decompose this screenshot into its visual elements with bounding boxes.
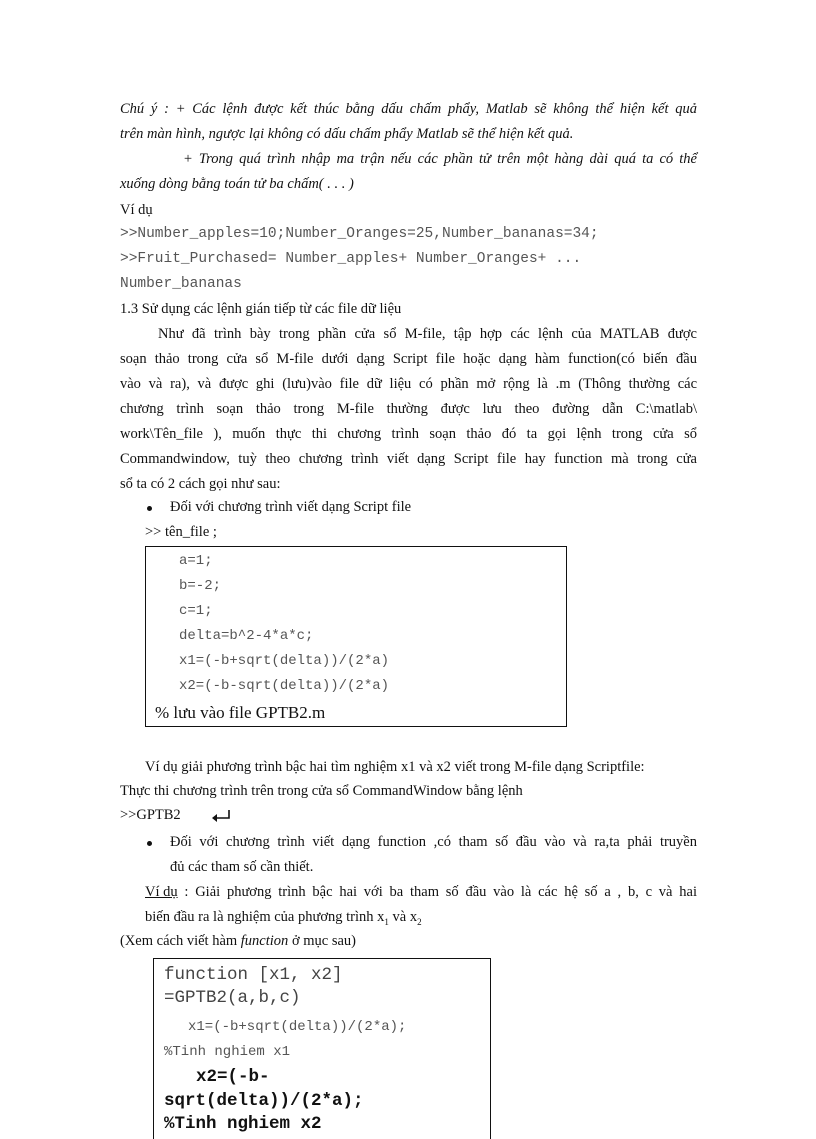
note-line-2: trên màn hình, ngược lại không có dấu chấm phẩy Matlab sẽ thể hiện kết quả.	[120, 126, 574, 142]
box2-line-6: sqrt(delta))/(2*a);	[164, 1091, 364, 1111]
see-post: ở mục sau)	[288, 933, 356, 949]
bullet-2-line-1: Đối với chương trình viết dạng function ,có tham số đầu vào và ra,ta phải truyền	[170, 834, 697, 850]
example2-line-1	[145, 884, 697, 901]
box2-line-2: =GPTB2(a,b,c)	[164, 988, 301, 1008]
box1-line-6: x2=(-b-sqrt(delta))/(2*a)	[179, 678, 390, 694]
box2-line-3: x1=(-b+sqrt(delta))/(2*a);	[188, 1019, 407, 1035]
section-para-line-7: sổ ta có 2 cách gọi như sau:	[120, 476, 281, 492]
see-pre: (Xem cách viết hàm	[120, 933, 241, 949]
bullet-1-text: Đối với chương trình viết dạng Script file	[170, 499, 412, 515]
example-label: Ví dụ	[120, 202, 153, 218]
example2-text-1: : Giải phương trình bậc hai với ba tham số đầu vào là các hệ số a , b, c và hai	[177, 884, 697, 900]
see-note	[120, 933, 356, 950]
box1-line-4: delta=b^2-4*a*c;	[179, 628, 314, 644]
section-para-line-6: Commandwindow, tuỳ theo chương trình viết dạng Script file hay function mà trong cửa	[120, 451, 697, 467]
section-para-line-1: Như đã trình bày trong phần cửa sổ M-file, tập hợp các lệnh của MATLAB được	[158, 326, 697, 342]
bullet-2-line-2: đủ các tham số cần thiết.	[170, 859, 314, 875]
note-line-3: + Trong quá trình nhập ma trận nếu các phần tử trên một hàng dài quá ta có thể	[183, 151, 697, 167]
x1-subscript: 1	[384, 916, 389, 927]
see-function-word: function	[240, 933, 289, 949]
code-box-script	[145, 546, 567, 727]
x2-subscript: 2	[417, 916, 422, 927]
section-title: 1.3 Sử dụng các lệnh gián tiếp từ các file dữ liệu	[120, 301, 402, 317]
code-box-function	[153, 958, 491, 1139]
example2-label: Ví dụ	[145, 884, 178, 900]
command-tenfile: >> tên_file ;	[145, 524, 217, 540]
bullet-dot-1	[147, 506, 152, 511]
box2-line-5: x2=(-b-	[196, 1067, 270, 1087]
after-box-line-2: Thực thi chương trình trên trong cửa sổ CommandWindow bằng lệnh	[120, 783, 523, 799]
box2-line-1: function [x1, x2]	[164, 965, 343, 985]
section-para-line-3: vào và ra), và được ghi (lưu)vào file dữ liệu có phần mở rộng là .m (Thông thường các	[120, 376, 697, 392]
box1-line-5: x1=(-b+sqrt(delta))/(2*a)	[179, 653, 390, 669]
note-line-4: xuống dòng bằng toán tử ba chấm( . . . )	[120, 176, 354, 192]
box1-line-3: c=1;	[179, 603, 213, 619]
box1-line-2: b=-2;	[179, 578, 222, 594]
section-para-line-4: chương trình soạn thảo trong M-file thường được lưu theo đường dẫn C:\matlab\	[120, 401, 697, 417]
code-line-3: Number_bananas	[120, 276, 242, 292]
box2-line-7: %Tinh nghiem x2	[164, 1114, 322, 1134]
box1-comment: % lưu vào file GPTB2.m	[155, 703, 326, 722]
example2-text-2: biến đầu ra là nghiệm của phương trình x	[145, 909, 385, 925]
after-box-line-1: Ví dụ giải phương trình bậc hai tìm nghiệm x1 và x2 viết trong M-file dạng Scriptfile:	[145, 759, 645, 775]
code-line-2: >>Fruit_Purchased= Number_apples+ Number_Oranges+ ...	[120, 251, 582, 267]
box1-line-1: a=1;	[179, 553, 213, 569]
enter-key-icon	[210, 809, 232, 823]
section-para-line-2: soạn thảo trong cửa sổ M-file dưới dạng Script file hoặc dạng hàm function(có biến đầu	[120, 351, 697, 367]
bullet-dot-2	[147, 841, 152, 846]
example2-line-2	[145, 909, 422, 927]
code-line-1: >>Number_apples=10;Number_Oranges=25,Number_bananas=34;	[120, 226, 599, 242]
command-gptb2: >>GPTB2	[120, 807, 181, 823]
note-line-1: Chú ý : + Các lệnh được kết thúc bằng dấu chấm phẩy, Matlab sẽ không thể hiện kết quả	[120, 101, 697, 117]
example2-and: và x	[388, 909, 418, 925]
box2-line-4: %Tinh nghiem x1	[164, 1044, 291, 1060]
section-para-line-5: work\Tên_file ), muốn thực thi chương trình soạn thảo đó ta gọi lệnh trong cửa sổ	[120, 426, 697, 442]
